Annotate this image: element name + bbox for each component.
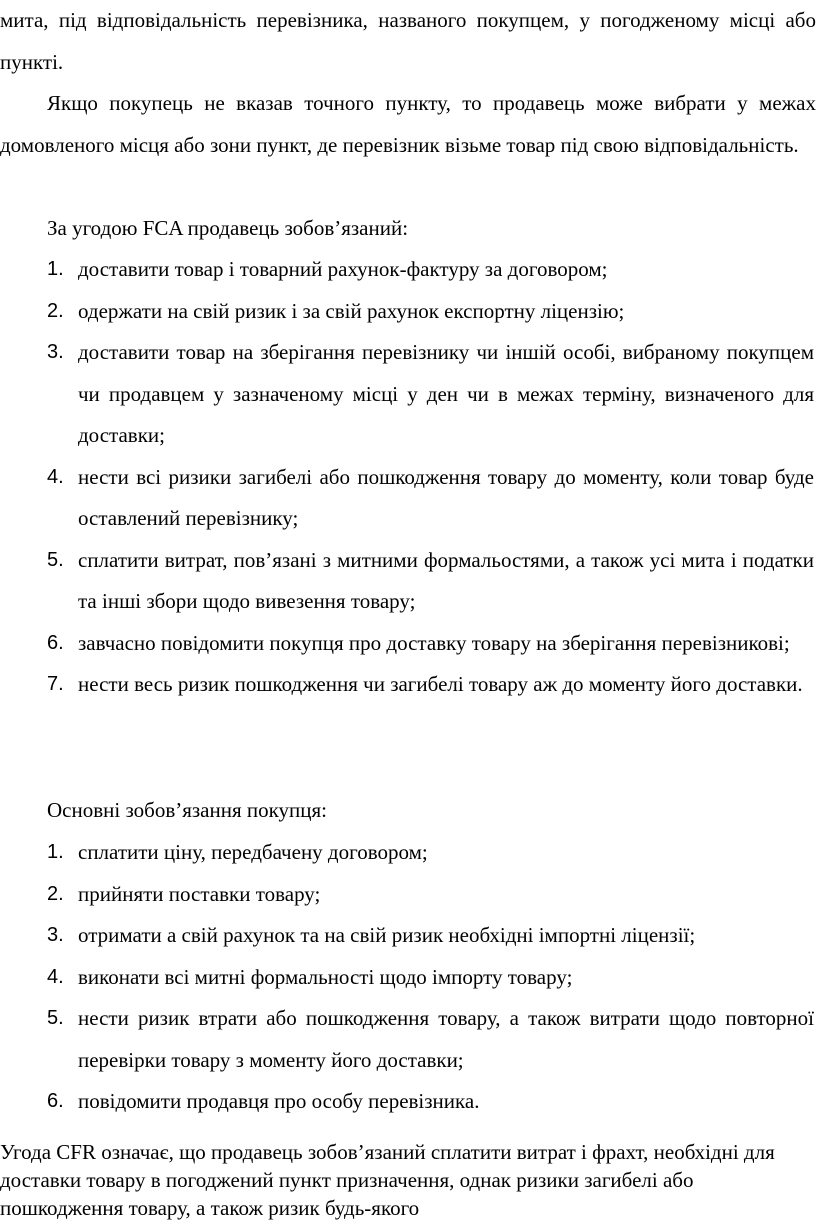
list-item <box>0 332 816 457</box>
list-item-text: виконати всі митні формальності щодо імпорту товару; <box>78 964 573 989</box>
list-number: 2. <box>47 299 64 322</box>
list-item <box>0 874 816 916</box>
list-item-text: одержати на свій ризик і за свій рахунок експортну ліцензію; <box>78 298 625 323</box>
list-item-text: сплатити витрат, пов’язані з митними формальостями, а також усі мита і податки та інші збори щодо вивезення товару; <box>78 547 814 613</box>
buyer-obligations-heading: Основні зобов’язання покупця: <box>47 798 328 822</box>
buyer-obligations-list <box>0 832 816 1123</box>
list-item <box>0 540 816 623</box>
list-number: 5. <box>47 1007 64 1029</box>
cfr-paragraph: Угода CFR означає, що продавець зобов’язаний сплатити витрат і фрахт, необхідні для доставки товару в погоджений пункт призначення, однак ризики загибелі або пошкодження товару, а також ризик будь-якого <box>0 1140 775 1220</box>
list-item-text: завчасно повідомити покупця про доставку товару на зберігання перевізникові; <box>78 630 790 655</box>
list-item-text: сплатити ціну, передбачену договором; <box>78 840 428 864</box>
list-item-text: нести ризик втрати або пошкодження товару, а також витрати щодо повторної перевірки товару з моменту його доставки; <box>78 1006 814 1072</box>
list-item <box>0 457 816 540</box>
list-item <box>0 832 816 874</box>
seller-obligations-list <box>0 249 816 706</box>
list-item-text: повідомити продавця про особу перевізника. <box>78 1089 480 1113</box>
list-number: 6. <box>47 631 64 654</box>
list-item-text: доставити товар і товарний рахунок-фактуру за договором; <box>78 257 608 281</box>
list-number: 1. <box>47 841 64 863</box>
list-number: 7. <box>47 673 64 695</box>
list-number: 4. <box>47 465 64 488</box>
list-item <box>0 623 816 665</box>
list-item-text: прийняти поставки товару; <box>78 881 321 906</box>
list-item-text: нести весь ризик пошкодження чи загибелі товару аж до моменту його доставки. <box>78 672 803 696</box>
list-number: 3. <box>47 924 64 946</box>
list-item-text: нести всі ризики загибелі або пошкодження товару до моменту, коли товар буде оставлений перевізнику; <box>78 464 814 530</box>
list-number: 1. <box>47 258 64 280</box>
list-number: 6. <box>47 1090 64 1112</box>
list-number: 2. <box>47 882 64 905</box>
list-item-text: отримати а свій рахунок та на свій ризик необхідні імпортні ліцензії; <box>78 923 696 947</box>
list-item <box>0 291 816 333</box>
list-number: 5. <box>47 548 64 571</box>
list-item-text: доставити товар на зберігання перевізнику чи іншій особі, вибраному покупцем чи продавцем у зазначеному місці у ден чи в межах терміну, визначеного для доставки; <box>78 340 814 447</box>
list-item <box>0 664 816 706</box>
list-item <box>0 915 816 957</box>
list-number: 3. <box>47 341 64 363</box>
list-item <box>0 957 816 999</box>
seller-obligations-heading: За угодою FCA продавець зобов’язаний: <box>47 216 409 240</box>
buyer-not-specified-paragraph: Якщо покупець не вказав точного пункту, то продавець може вибрати у межах домовленого місця або зони пункт, де перевізник візьме товар під свою відповідальність. <box>0 91 816 157</box>
list-item <box>0 249 816 291</box>
list-number: 4. <box>47 965 64 988</box>
list-item <box>0 1081 816 1123</box>
list-item <box>0 998 816 1081</box>
continuation-paragraph: мита, під відповідальність перевізника, названого покупцем, у погодженому місці або пункті. <box>0 8 816 74</box>
